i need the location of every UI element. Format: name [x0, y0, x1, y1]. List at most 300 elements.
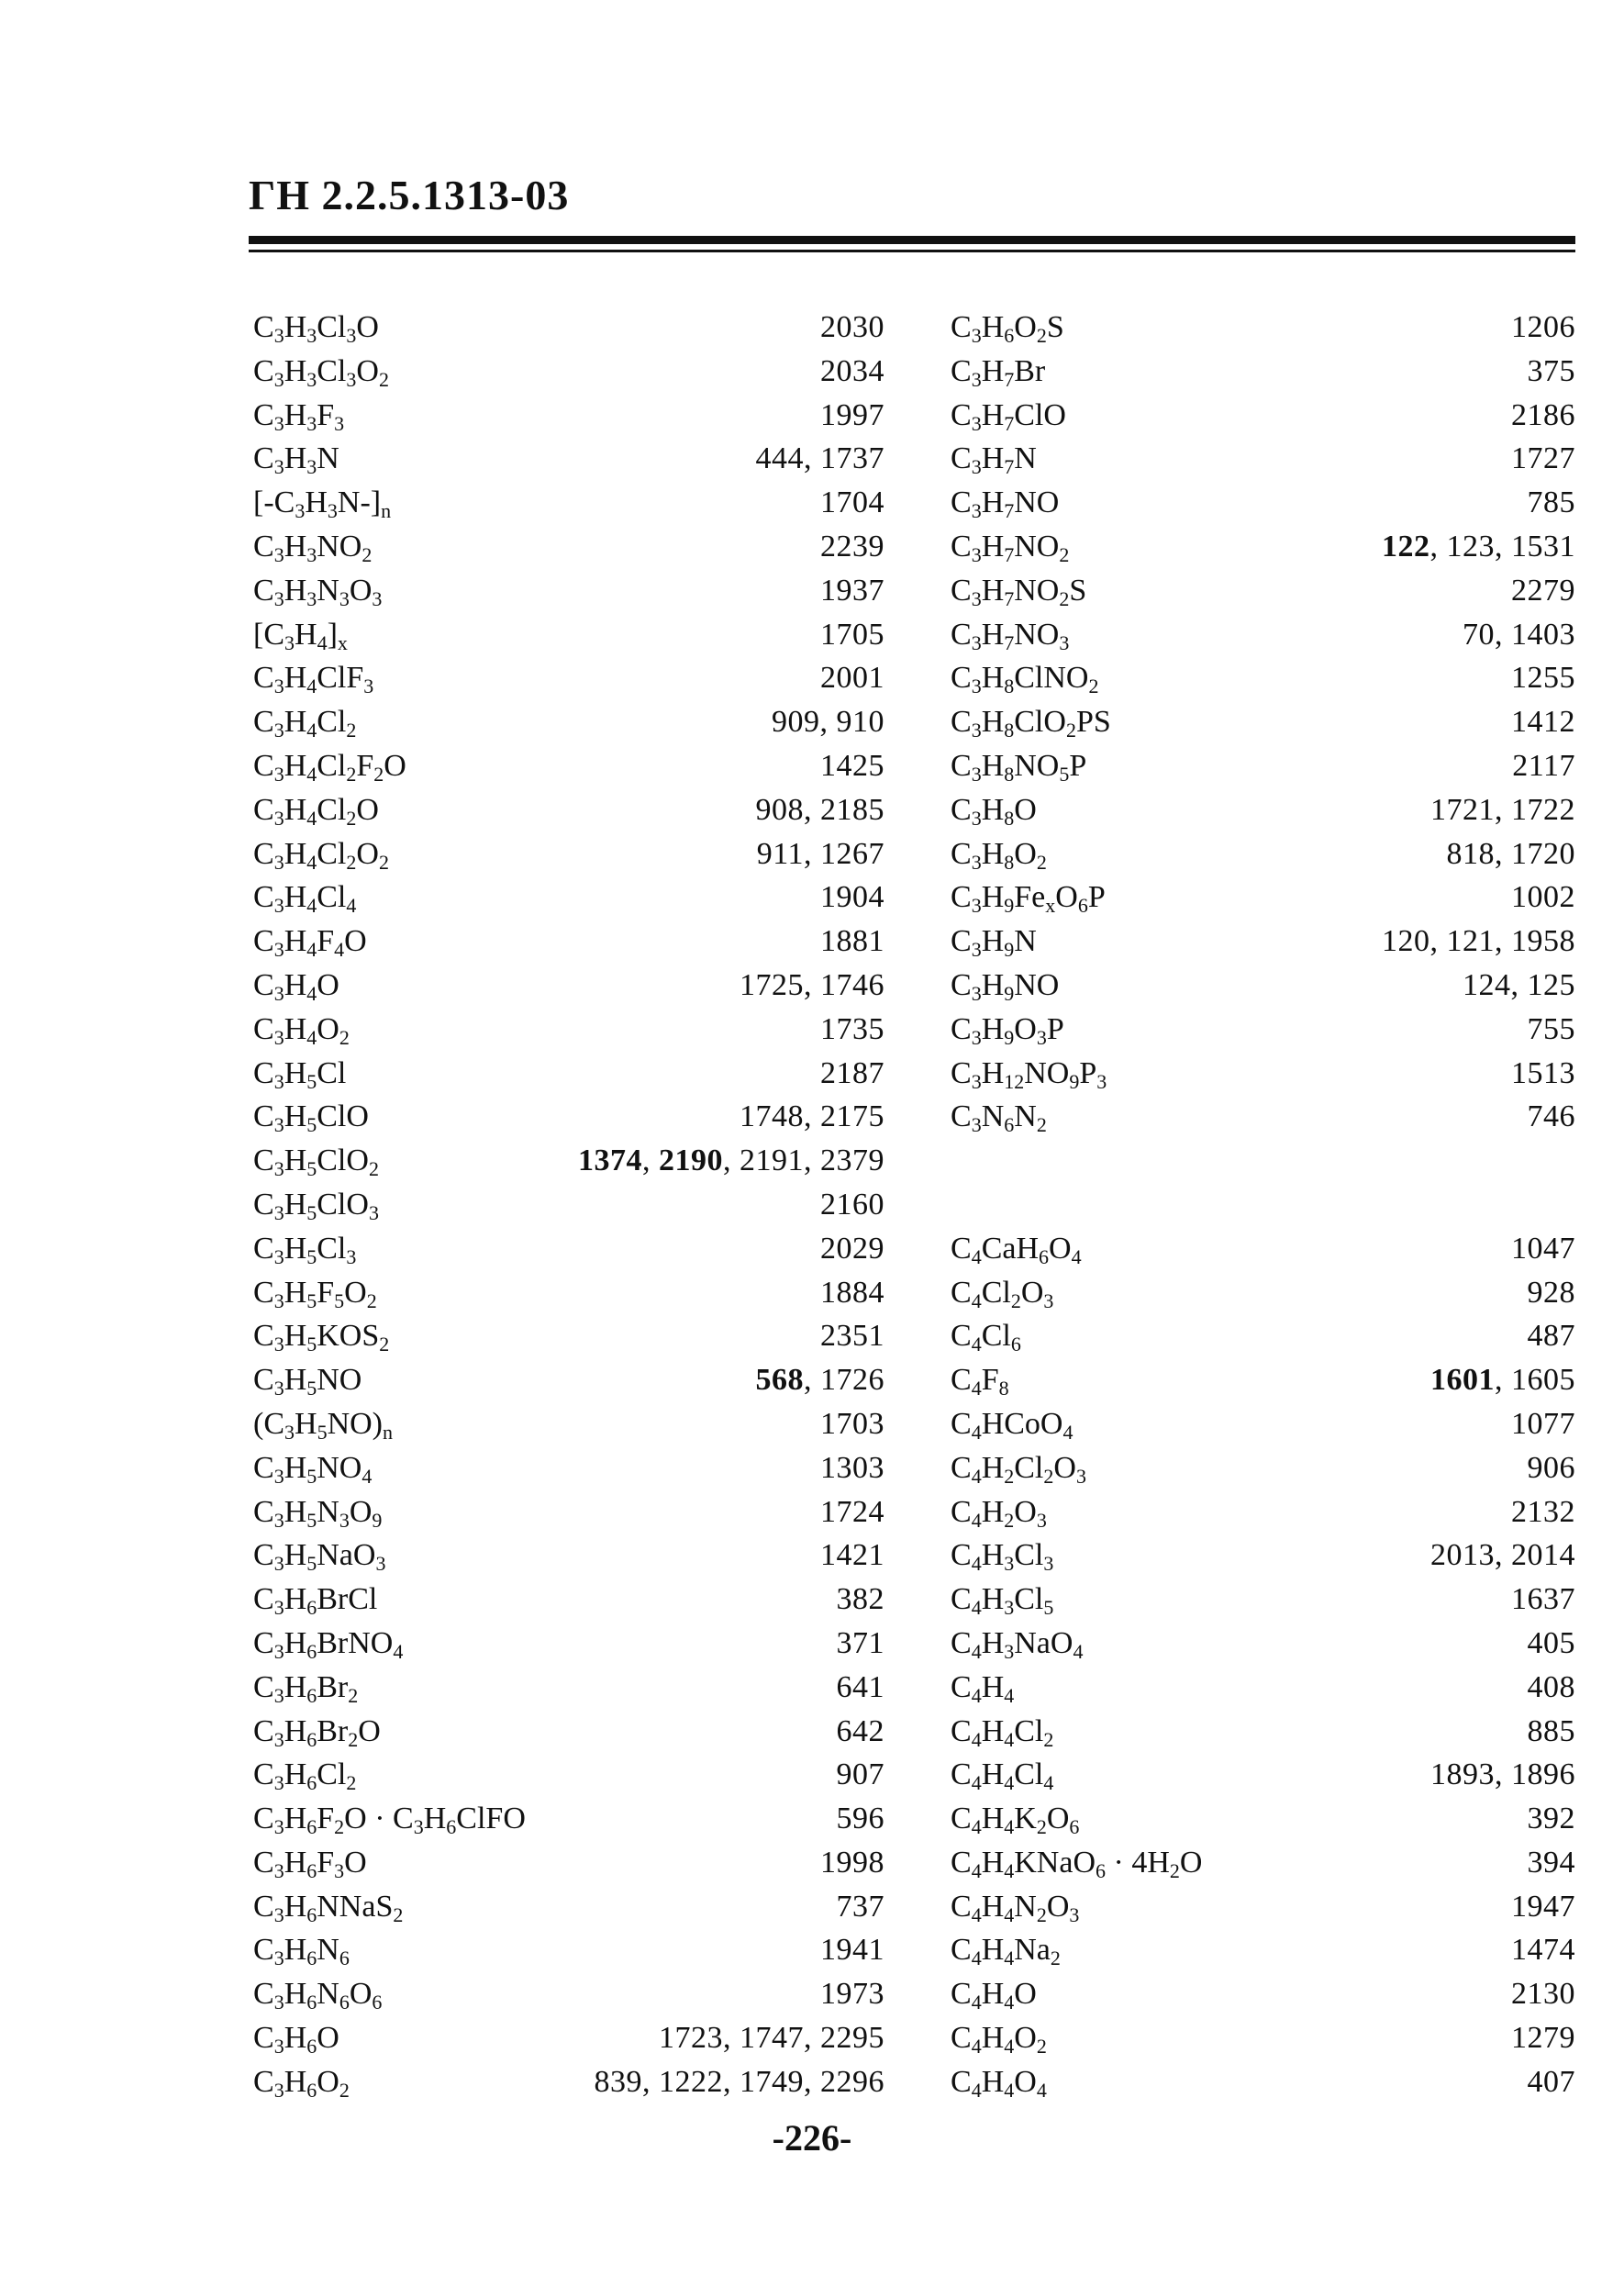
chemical-formula: $C_4F_8$: [951, 1363, 1009, 1400]
index-entry: [951, 656, 1575, 700]
index-spacer: [951, 1139, 1575, 1183]
reference-numbers: [1528, 1095, 1576, 1139]
reference-number: 785: [1527, 485, 1575, 520]
chemical-formula: $C_3H_3Cl_3O_2$: [253, 353, 389, 391]
chemical-formula: $C_3H_4Cl_4$: [253, 880, 357, 918]
reference-numbers: [820, 525, 884, 569]
reference-number: 120: [1382, 924, 1430, 959]
reference-number: 910: [836, 705, 884, 740]
reference-number: 1721: [1430, 792, 1495, 827]
reference-number: 885: [1527, 1713, 1575, 1748]
reference-number: 839: [594, 2064, 642, 2099]
chemical-formula: $C_3H_3NO_2$: [253, 529, 373, 566]
reference-number: 1047: [1511, 1231, 1575, 1266]
reference-number: 371: [836, 1625, 884, 1660]
index-entry: [253, 788, 884, 832]
reference-number: 1727: [1511, 441, 1575, 476]
index-entry: [951, 744, 1575, 788]
reference-numbers: [1511, 1972, 1575, 2016]
index-column-right: [951, 306, 1575, 2104]
reference-numbers: [820, 394, 884, 438]
reference-number: 2029: [820, 1231, 884, 1266]
reference-number: 641: [836, 1669, 884, 1704]
chemical-formula: $C_4H_2O_3$: [951, 1494, 1047, 1532]
reference-number: 1998: [820, 1845, 884, 1880]
reference-numbers: [1511, 437, 1575, 481]
chemical-formula: $C_3H_4O_2$: [253, 1011, 350, 1049]
reference-numbers: [837, 1797, 885, 1841]
reference-number: 1703: [820, 1406, 884, 1441]
reference-number: 642: [836, 1713, 884, 1748]
index-entry: [951, 964, 1575, 1008]
chemical-formula: $C_3H_8O_2$: [951, 836, 1047, 874]
chemical-formula: $C_4H_4O_4$: [951, 2064, 1047, 2102]
chemical-formula: $C_3H_6Cl_2$: [253, 1757, 357, 1795]
reference-numbers: 444, 1737: [755, 441, 884, 476]
reference-number: 1720: [1511, 836, 1575, 871]
reference-number: 1749: [740, 2064, 804, 2099]
chemical-formula: $C_3H_5Cl_3$: [253, 1231, 357, 1268]
reference-number: 124: [1463, 967, 1511, 1002]
index-entry: [951, 481, 1575, 525]
index-entry: [951, 1358, 1575, 1402]
chemical-formula: $C_3H_6O_2S$: [951, 310, 1064, 347]
reference-numbers: [820, 656, 884, 700]
reference-number: 123: [1446, 529, 1495, 563]
reference-number: 1412: [1511, 705, 1575, 740]
reference-numbers: [837, 1885, 885, 1929]
index-entry: [253, 1841, 884, 1885]
reference-numbers: [1511, 1885, 1575, 1929]
chemical-formula: $C_4HCoO_4$: [951, 1406, 1073, 1444]
reference-number: 1531: [1511, 529, 1575, 563]
index-entry: [253, 1490, 884, 1534]
reference-numbers: [820, 306, 884, 350]
index-entry: [253, 1622, 884, 1666]
reference-numbers: [1528, 1446, 1576, 1490]
reference-number: 1222: [659, 2064, 723, 2099]
reference-number: 1705: [820, 617, 884, 652]
chemical-formula: $C_4H_4K_2O_6$: [951, 1802, 1080, 1839]
reference-number: 125: [1527, 967, 1575, 1002]
chemical-formula: $C_3H_7N$: [951, 441, 1037, 479]
chemical-formula: $(C_3H_5NO)_n$: [253, 1406, 393, 1444]
index-entry: [253, 1402, 884, 1446]
reference-number: 2030: [820, 310, 884, 344]
chemical-formula: $C_3H_6O_2$: [253, 2064, 350, 2102]
index-entry: [951, 1052, 1575, 1096]
chemical-formula: $C_3H_4Cl_2$: [253, 705, 357, 742]
index-entry: [253, 1753, 884, 1797]
reference-numbers: 1721, 1722: [1430, 792, 1575, 827]
reference-numbers: 2013, 2014: [1430, 1538, 1575, 1573]
index-entry: [253, 964, 884, 1008]
chemical-formula: $C_4H_4Cl_2$: [951, 1713, 1054, 1751]
reference-number-bold: 2190: [659, 1144, 723, 1178]
reference-number: 382: [836, 1582, 884, 1617]
reference-numbers: 1748, 2175: [740, 1099, 884, 1134]
reference-numbers: [837, 1578, 885, 1622]
reference-number: 1421: [820, 1538, 884, 1573]
chemical-formula: $[-C_3H_3N-]_n$: [253, 485, 392, 523]
index-entry: [253, 876, 884, 920]
reference-number: 1726: [820, 1363, 884, 1398]
reference-number: 2191: [740, 1144, 804, 1178]
chemical-formula: $C_4H_3Cl_3$: [951, 1538, 1054, 1576]
reference-numbers: [837, 1710, 885, 1754]
chemical-formula: $C_3H_4Cl_2O_2$: [253, 836, 389, 874]
reference-numbers: [820, 1972, 884, 2016]
reference-numbers: 1374, 2190, 2191, 2379: [578, 1144, 884, 1178]
chemical-formula: $C_3H_5NO$: [253, 1363, 362, 1400]
reference-number: 911: [756, 836, 804, 871]
reference-number: 746: [1527, 1099, 1575, 1134]
reference-number: 1723: [659, 2021, 723, 2056]
reference-number: 1997: [820, 397, 884, 432]
index-entry: [253, 1314, 884, 1358]
chemical-formula: $C_3H_5NaO_3$: [253, 1538, 386, 1576]
reference-number: 2351: [820, 1319, 884, 1354]
reference-number: 2239: [820, 529, 884, 563]
reference-numbers: [1528, 350, 1576, 394]
chemical-formula: $C_3H_6Br_2O$: [253, 1713, 381, 1751]
reference-numbers: [820, 1008, 884, 1052]
header-rule-thick: [249, 236, 1575, 244]
header-rule-thin: [249, 250, 1575, 252]
index-entry: [951, 920, 1575, 964]
chemical-formula: $C_3H_6F_3O$: [253, 1845, 367, 1882]
reference-number: 487: [1527, 1319, 1575, 1354]
reference-number: 1725: [740, 967, 804, 1002]
reference-number: 2175: [820, 1099, 884, 1134]
index-entry: [253, 700, 884, 744]
index-entry: [253, 1139, 884, 1183]
index-entry: [951, 2016, 1575, 2060]
page-number: -226-: [772, 2117, 852, 2159]
reference-number: 1881: [820, 924, 884, 959]
reference-numbers: 1723, 1747, 2295: [659, 2021, 884, 2056]
reference-number: 596: [836, 1802, 884, 1836]
reference-numbers: [820, 1227, 884, 1271]
chemical-formula: $C_3H_5Cl$: [253, 1055, 347, 1093]
index-entry: [253, 1183, 884, 1227]
chemical-formula: $C_3H_3F_3$: [253, 397, 345, 435]
index-entry: [253, 1446, 884, 1490]
reference-numbers: [820, 1314, 884, 1358]
chemical-formula: $C_4H_3NaO_4$: [951, 1625, 1084, 1663]
chemical-formula: $C_3H_6N_6$: [253, 1933, 350, 1970]
index-entry: [951, 394, 1575, 438]
reference-numbers: [1528, 1710, 1576, 1754]
reference-numbers: 911, 1267: [756, 836, 884, 871]
reference-numbers: 122, 123, 1531: [1382, 529, 1575, 563]
reference-numbers: [1511, 2016, 1575, 2060]
reference-numbers: [1528, 481, 1576, 525]
reference-number: 2186: [1511, 397, 1575, 432]
reference-number-bold: 1374: [578, 1144, 642, 1178]
reference-number: 2160: [820, 1187, 884, 1222]
chemical-formula: $C_3H_6BrCl$: [253, 1582, 378, 1620]
reference-number: 928: [1527, 1275, 1575, 1310]
reference-number: 2296: [820, 2064, 884, 2099]
reference-numbers: [1528, 1314, 1576, 1358]
index-entry: [253, 1710, 884, 1754]
chemical-formula: $C_3H_7NO_2S$: [951, 573, 1087, 610]
chemical-formula: $C_3H_5F_5O_2$: [253, 1275, 377, 1312]
chemical-formula: $C_4CaH_6O_4$: [951, 1231, 1082, 1268]
chemical-formula: $C_4H_4KNaO_6 \cdot 4H_2O$: [951, 1845, 1203, 1882]
index-entry: [951, 1666, 1575, 1710]
chemical-formula: $C_3H_6NNaS_2$: [253, 1889, 404, 1926]
reference-numbers: [837, 1753, 885, 1797]
index-entry: [253, 481, 884, 525]
reference-number: 121: [1446, 924, 1495, 959]
reference-number: 1937: [820, 573, 884, 608]
index-entry: [253, 1095, 884, 1139]
index-entry: [951, 1710, 1575, 1754]
reference-numbers: [1512, 744, 1575, 788]
reference-numbers: [820, 1841, 884, 1885]
reference-number: 2014: [1511, 1538, 1575, 1573]
reference-number: 1206: [1511, 310, 1575, 344]
chemical-formula: $C_3H_9O_3P$: [951, 1011, 1064, 1049]
index-entry: [253, 525, 884, 569]
reference-numbers: [820, 744, 884, 788]
index-entry: [951, 1402, 1575, 1446]
index-entry: [253, 1358, 884, 1402]
reference-number: 1748: [740, 1099, 804, 1134]
index-entry: [253, 1052, 884, 1096]
reference-number: 1255: [1511, 661, 1575, 696]
index-entry: [253, 1271, 884, 1315]
index-entry: [951, 788, 1575, 832]
reference-numbers: [820, 1446, 884, 1490]
reference-number: 1973: [820, 1977, 884, 2012]
page-header-title: ГН 2.2.5.1313-03: [249, 172, 570, 218]
index-entry: [951, 525, 1575, 569]
reference-numbers: [820, 1052, 884, 1096]
reference-number: 1002: [1511, 880, 1575, 915]
chemical-formula: $C_4H_4N_2O_3$: [951, 1889, 1080, 1926]
index-entry: [253, 656, 884, 700]
reference-numbers: [1511, 1052, 1575, 1096]
reference-number: 1513: [1511, 1055, 1575, 1090]
reference-numbers: [1528, 1008, 1576, 1052]
reference-number: 1884: [820, 1275, 884, 1310]
reference-number: 1904: [820, 880, 884, 915]
index-entry: [951, 1271, 1575, 1315]
reference-numbers: 818, 1720: [1446, 836, 1575, 871]
reference-number: 1303: [820, 1450, 884, 1485]
reference-numbers: 1725, 1746: [740, 967, 884, 1002]
reference-number: 1896: [1511, 1757, 1575, 1792]
reference-numbers: [837, 1622, 885, 1666]
reference-number: 2132: [1511, 1494, 1575, 1529]
index-entry: [951, 876, 1575, 920]
chemical-formula: $C_4H_4Na_2$: [951, 1933, 1061, 1970]
index-entry: [951, 1797, 1575, 1841]
chemical-formula: $C_3H_7NO_3$: [951, 617, 1070, 654]
chemical-formula: $C_3H_6BrNO_4$: [253, 1625, 404, 1663]
reference-number: 2034: [820, 353, 884, 388]
reference-numbers: [1511, 700, 1575, 744]
index-entry: [951, 437, 1575, 481]
index-entry: [951, 1622, 1575, 1666]
index-entry: [253, 1227, 884, 1271]
chemical-formula: $C_3H_8ClO_2PS$: [951, 705, 1111, 742]
reference-numbers: [1528, 1666, 1576, 1710]
reference-number: 906: [1527, 1450, 1575, 1485]
reference-number: 737: [836, 1889, 884, 1924]
reference-number: 1425: [820, 748, 884, 783]
reference-numbers: [1511, 569, 1575, 613]
chemical-formula: $C_3H_8O$: [951, 792, 1037, 830]
reference-number-bold: 1601: [1430, 1363, 1495, 1398]
reference-numbers: 839, 1222, 1749, 2296: [594, 2064, 884, 2099]
index-spacer: [951, 1183, 1575, 1227]
chemical-formula: $C_4H_4O$: [951, 1977, 1037, 2014]
reference-numbers: [1511, 1578, 1575, 1622]
index-entry: [253, 1928, 884, 1972]
reference-numbers: 908, 2185: [755, 792, 884, 827]
reference-numbers: [820, 1183, 884, 1227]
reference-numbers: [1511, 1490, 1575, 1534]
reference-number: 375: [1527, 353, 1575, 388]
chemical-formula: $C_3H_3N$: [253, 441, 339, 479]
index-entry: [951, 1928, 1575, 1972]
index-entry: [951, 1490, 1575, 1534]
reference-numbers: [1511, 394, 1575, 438]
chemical-formula: $C_3H_4Cl_2O$: [253, 792, 379, 830]
reference-numbers: 909, 910: [772, 705, 884, 740]
reference-numbers: [1528, 1797, 1576, 1841]
index-entry: [253, 1534, 884, 1578]
reference-number: 1474: [1511, 1933, 1575, 1968]
chemical-formula: $C_3H_5ClO_2$: [253, 1144, 379, 1181]
reference-number: 1747: [740, 2021, 804, 2056]
reference-numbers: 568, 1726: [755, 1363, 884, 1398]
chemical-formula: $C_3H_6F_2O$ · $C_3H_6ClFO$: [253, 1802, 526, 1839]
index-entry: [253, 920, 884, 964]
reference-number: 1267: [820, 836, 884, 871]
chemical-formula: $C_3H_7ClO$: [951, 397, 1066, 435]
reference-numbers: [820, 350, 884, 394]
reference-number: 1947: [1511, 1889, 1575, 1924]
reference-numbers: 70, 1403: [1463, 617, 1575, 652]
reference-numbers: [820, 613, 884, 657]
index-entry: [253, 437, 884, 481]
reference-number: 408: [1527, 1669, 1575, 1704]
reference-numbers: [1528, 1622, 1576, 1666]
reference-numbers: [1511, 656, 1575, 700]
chemical-formula: $C_3H_7NO_2$: [951, 529, 1070, 566]
reference-number: 1077: [1511, 1406, 1575, 1441]
reference-number: 2117: [1512, 748, 1575, 783]
index-entry: [253, 1578, 884, 1622]
index-entry: [951, 1446, 1575, 1490]
index-entry: [253, 569, 884, 613]
reference-numbers: [820, 1928, 884, 1972]
reference-numbers: [820, 1402, 884, 1446]
chemical-formula: $C_3H_8NO_5P$: [951, 748, 1087, 786]
reference-number: 2379: [820, 1144, 884, 1178]
reference-number-bold: 122: [1382, 529, 1430, 563]
reference-numbers: [1511, 876, 1575, 920]
reference-numbers: [1528, 1271, 1576, 1315]
reference-numbers: [1511, 1402, 1575, 1446]
index-entry: [253, 744, 884, 788]
reference-number: 1722: [1511, 792, 1575, 827]
reference-number: 70: [1463, 617, 1495, 652]
index-entry: [253, 613, 884, 657]
chemical-formula: $C_3H_3Cl_3O$: [253, 310, 379, 347]
reference-number: 2295: [820, 2021, 884, 2056]
chemical-formula: $C_3H_{12}NO_9P_3$: [951, 1055, 1107, 1093]
reference-number: 1746: [820, 967, 884, 1002]
index-entry: [951, 2060, 1575, 2104]
index-entry: [951, 1314, 1575, 1358]
chemical-formula: $C_4H_3Cl_5$: [951, 1582, 1054, 1620]
index-entry: [253, 1885, 884, 1929]
index-entry: [951, 350, 1575, 394]
reference-numbers: [1528, 1841, 1576, 1885]
reference-number: 907: [836, 1757, 884, 1792]
chemical-formula: $C_3N_6N_2$: [951, 1099, 1047, 1137]
index-entry: [951, 1972, 1575, 2016]
reference-number: 405: [1527, 1625, 1575, 1660]
reference-number: 755: [1527, 1011, 1575, 1046]
reference-number: 392: [1527, 1802, 1575, 1836]
chemical-formula: $C_4Cl_2O_3$: [951, 1275, 1054, 1312]
reference-numbers: [820, 1271, 884, 1315]
index-entry: [253, 2016, 884, 2060]
reference-number: 1637: [1511, 1582, 1575, 1617]
reference-number-bold: 568: [755, 1363, 804, 1398]
index-entry: [951, 700, 1575, 744]
chemical-formula: $C_3H_4F_4O$: [253, 924, 367, 962]
index-entry: [253, 306, 884, 350]
index-entry: [253, 2060, 884, 2104]
chemical-formula: $C_3H_5KOS_2$: [253, 1319, 390, 1356]
reference-numbers: [820, 876, 884, 920]
reference-number: 1605: [1511, 1363, 1575, 1398]
index-entry: [951, 613, 1575, 657]
reference-numbers: [1511, 306, 1575, 350]
index-entry: [253, 394, 884, 438]
chemical-formula: $C_4H_4$: [951, 1669, 1015, 1707]
index-entry: [951, 1578, 1575, 1622]
chemical-formula: $C_4H_4Cl_4$: [951, 1757, 1054, 1795]
reference-number: 444: [755, 441, 804, 476]
reference-number: 2013: [1430, 1538, 1495, 1573]
chemical-formula: $C_3H_5NO_4$: [253, 1450, 373, 1488]
index-entry: [951, 1008, 1575, 1052]
reference-numbers: [820, 1490, 884, 1534]
reference-numbers: [1511, 1227, 1575, 1271]
chemical-formula: $C_3H_5ClO_3$: [253, 1187, 379, 1224]
reference-number: 2185: [820, 792, 884, 827]
reference-numbers: [1511, 1928, 1575, 1972]
chemical-formula: $C_3H_6O$: [253, 2021, 339, 2058]
reference-number: 909: [772, 705, 820, 740]
index-entry: [951, 306, 1575, 350]
index-entry: [951, 1885, 1575, 1929]
reference-number: 1403: [1511, 617, 1575, 652]
index-entry: [253, 1797, 884, 1841]
index-entry: [951, 569, 1575, 613]
index-entry: [951, 1753, 1575, 1797]
reference-number: 1941: [820, 1933, 884, 1968]
